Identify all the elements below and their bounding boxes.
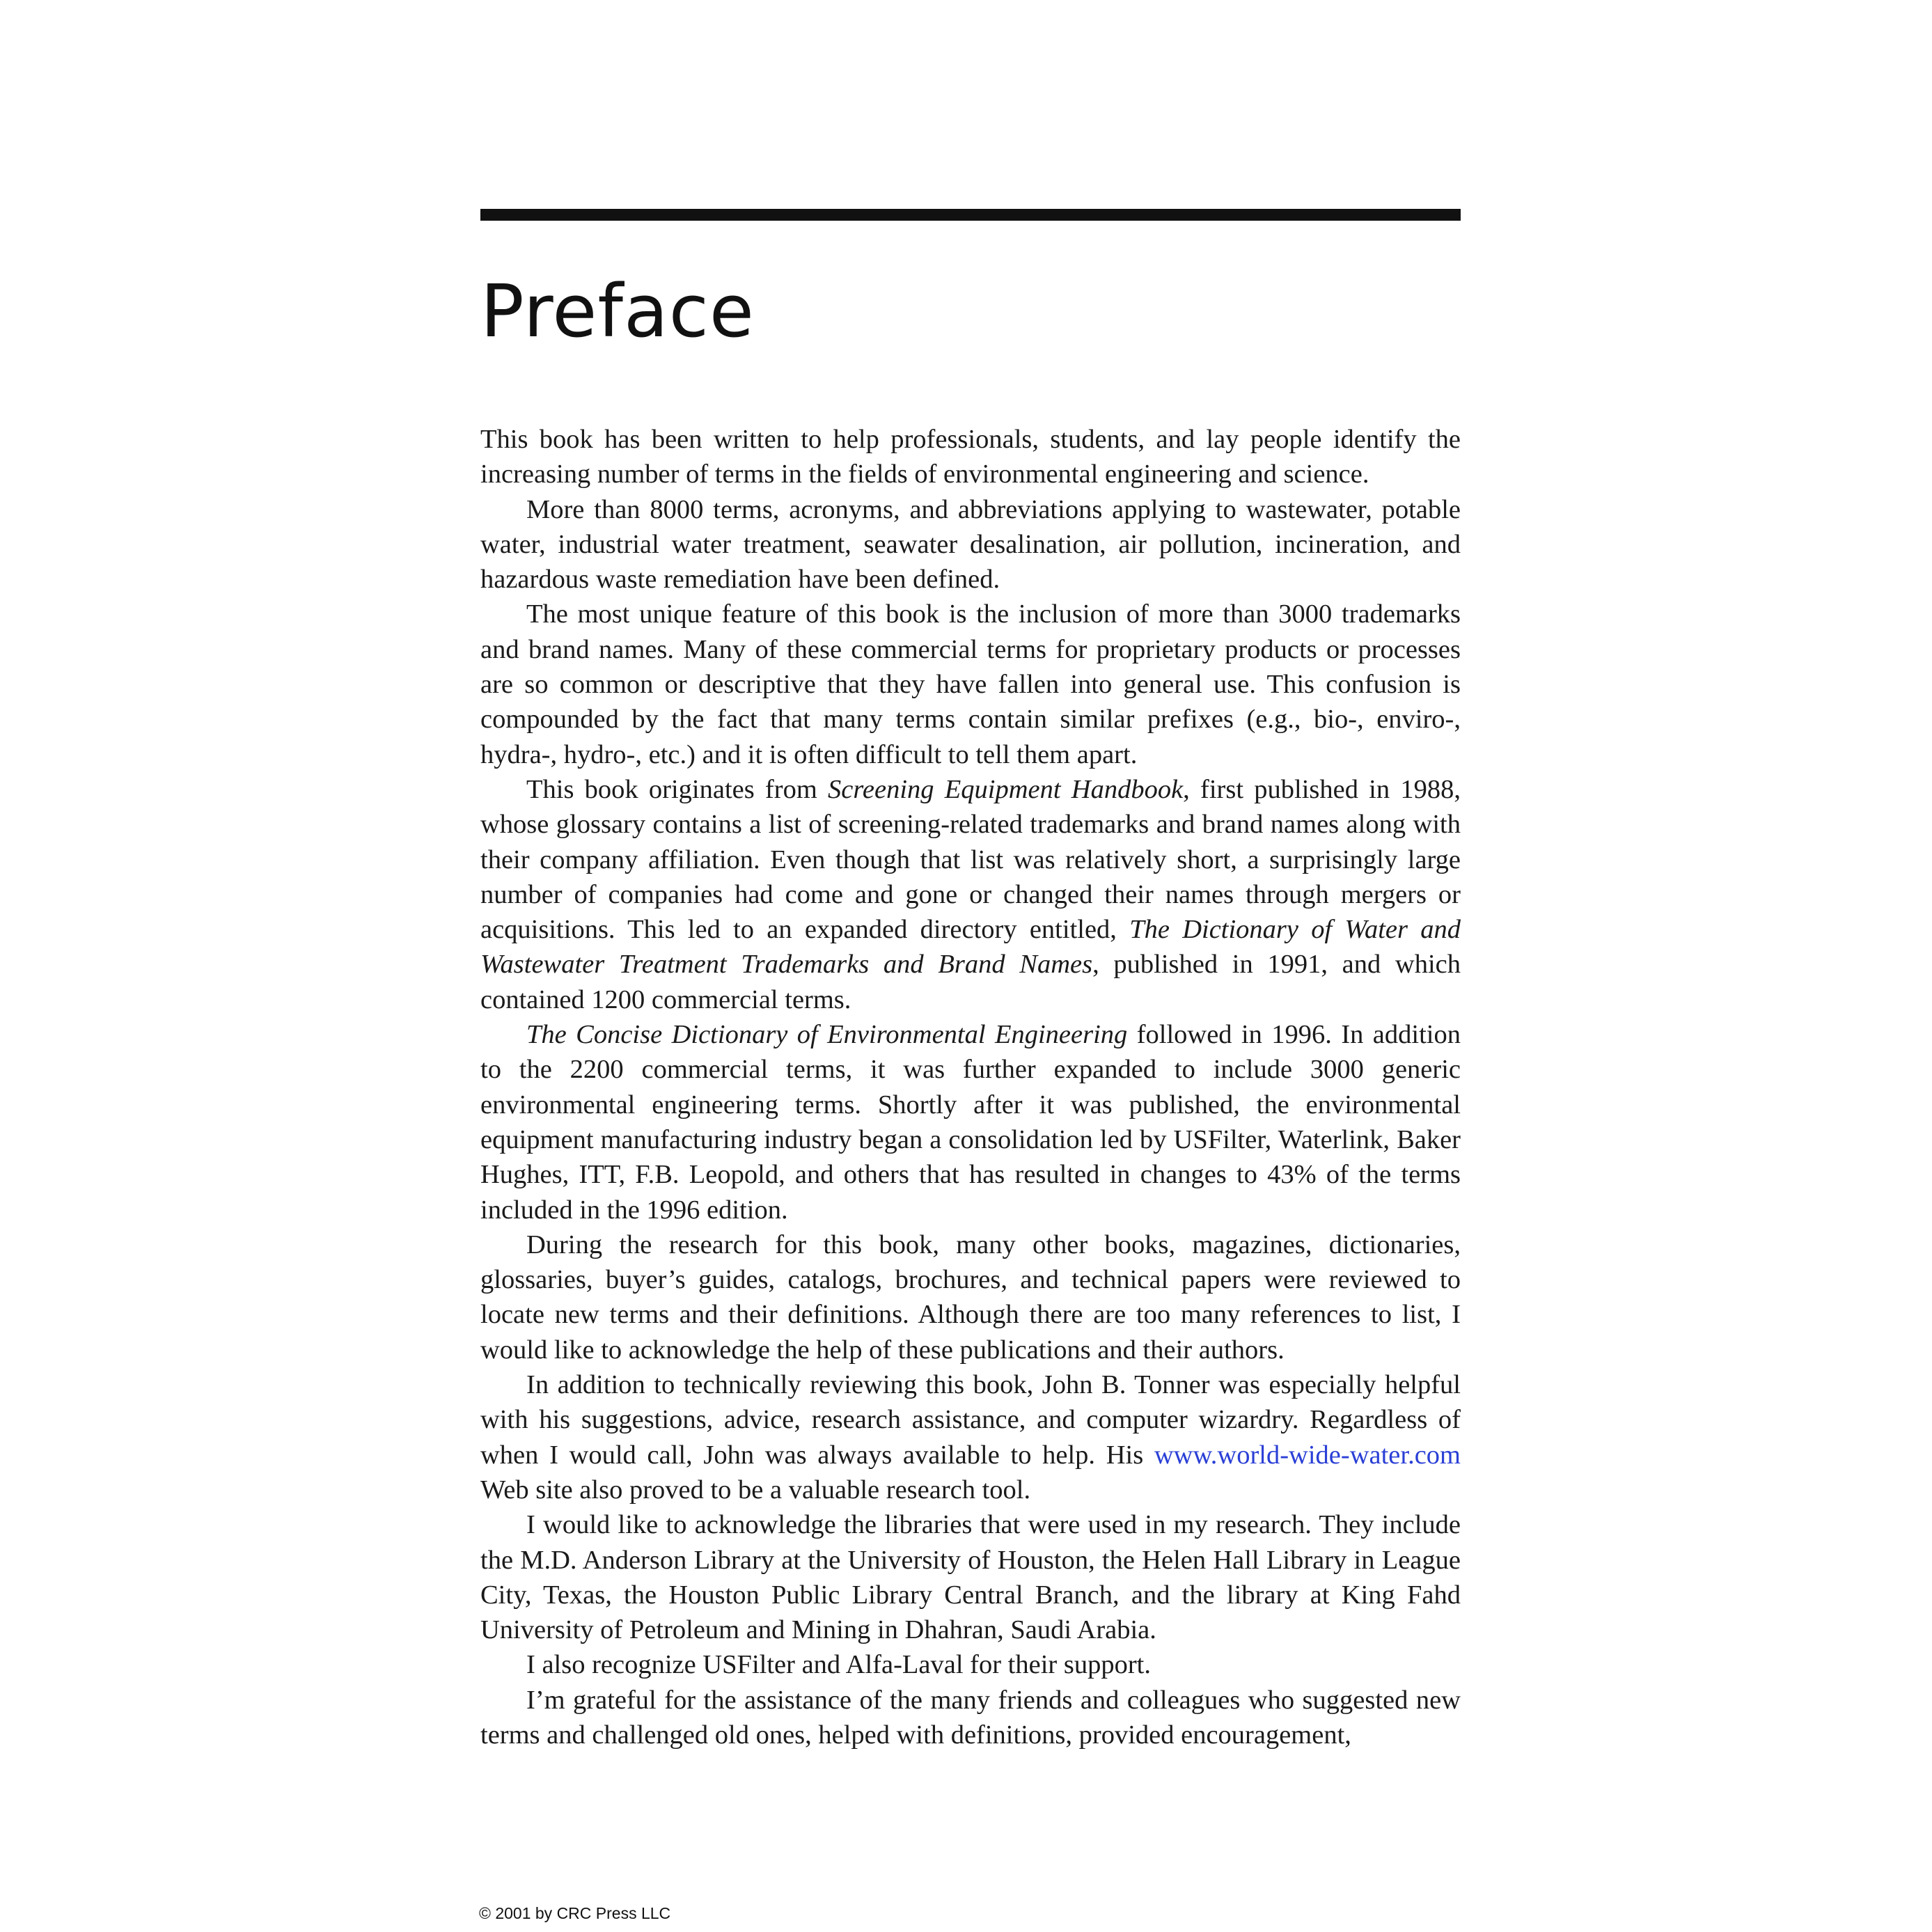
- book-title: The Concise Dictionary of Environmental Engineering: [526, 1020, 1128, 1050]
- text-run: , published in 1991, and which contained 1200 commercial terms.: [480, 950, 1461, 1014]
- text-run: In addition to technically reviewing this book, John B. Tonner was especially helpful with his suggestions, advice, research assistance, and computer wizardry. Regardless of when I would call, John was always available to help. His: [480, 1370, 1461, 1470]
- book-title: Screening Equipment Handbook: [828, 774, 1184, 804]
- copyright-footer: © 2001 by CRC Press LLC: [479, 1904, 671, 1922]
- page-title: Preface: [480, 269, 755, 354]
- paragraph: [480, 1017, 1461, 1227]
- website-link[interactable]: www.world-wide-water.com: [1154, 1440, 1461, 1470]
- paragraph: I also recognize USFilter and Alfa-Laval for their support.: [526, 1650, 1151, 1680]
- paragraph: During the research for this book, many other books, magazines, dictionaries, glossaries, buyer’s guides, catalogs, brochures, and technical papers were reviewed to locate new terms and their definitions. Although there are too many references to list, I would like to acknowledge the help of these publications and their authors.: [480, 1230, 1461, 1365]
- paragraph: [480, 772, 1461, 1017]
- paragraph: The most unique feature of this book is the inclusion of more than 3000 trademarks and brand names. Many of these commercial terms for proprietary products or processes are so common or descriptive that they have fallen into general use. This confusion is compounded by the fact that many terms contain similar prefixes (e.g., bio-, enviro-, hydra-, hydro-, etc.) and it is often difficult to tell them apart.: [480, 599, 1461, 769]
- text-run: followed in 1996. In addition to the 2200 commercial terms, it was further expanded to include 3000 generic environmental engineering terms. Shortly after it was published, the environmental equipment manufacturing industry began a consolidation led by USFilter, Waterlink, Baker Hughes, ITT, F.B. Leopold, and others that has resulted in changes to 43% of the terms included in the 1996 edition.: [480, 1020, 1461, 1225]
- paragraph: This book has been written to help professionals, students, and lay people identify the increasing number of terms in the fields of environmental engineering and science.: [480, 425, 1461, 489]
- header-rule: [480, 209, 1461, 221]
- text-run: Web site also proved to be a valuable research tool.: [480, 1475, 1031, 1505]
- book-title: The Dictionary of Water and Wastewater Treatment Trademarks and Brand Names: [480, 915, 1461, 980]
- text-run: This book originates from: [526, 774, 828, 804]
- text-run: , first published in 1988, whose glossary contains a list of screening-related trademarks and brand names along with their company affiliation. Even though that list was relatively short, a surprisingly large number of companies had come and gone or changed their names through mergers or acquisitions. This led to an expanded directory entitled,: [480, 774, 1461, 945]
- paragraph: I’m grateful for the assistance of the many friends and colleagues who suggested new terms and challenged old ones, helped with definitions, provided encouragement,: [480, 1685, 1461, 1750]
- paragraph: [480, 1367, 1461, 1507]
- preface-body: [480, 422, 1461, 1752]
- paragraph: I would like to acknowledge the libraries that were used in my research. They include the M.D. Anderson Library at the University of Houston, the Helen Hall Library in League City, Texas, the Houston Public Library Central Branch, and the library at King Fahd University of Petroleum and Mining in Dhahran, Saudi Arabia.: [480, 1510, 1461, 1645]
- paragraph: More than 8000 terms, acronyms, and abbreviations applying to wastewater, potable water, industrial water treatment, seawater desalination, air pollution, incineration, and hazardous waste remediation have been defined.: [480, 494, 1461, 595]
